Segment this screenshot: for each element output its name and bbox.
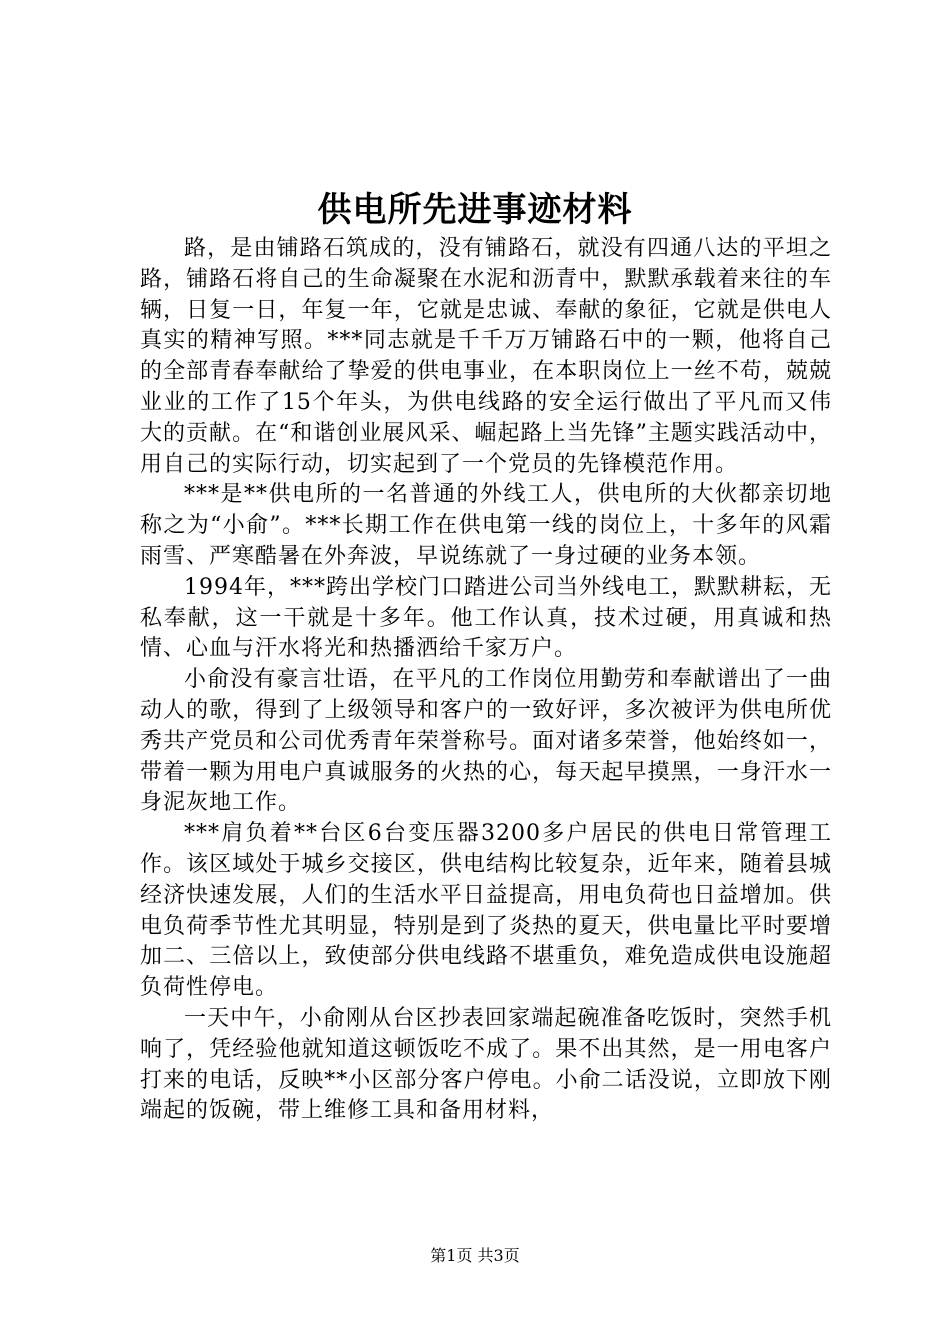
paragraph-5: ***肩负着**台区6台变压器3200多户居民的供电日常管理工作。该区域处于城乡交接区，供电结构比较复杂，近年来，随着县城经济快速发展，人们的生活水平日益提高，用电负荷也日益增加。供电负荷季节性尤其明显，特别是到了炎热的夏天，供电量比平时要增加二、三倍以上，致使部分供电线路不堪重负，难免造成供电设施超负荷性停电。 [140,821,832,1001]
paragraph-3: 1994年，***跨出学校门口踏进公司当外线电工，默默耕耘，无私奉献，这一干就是十多年。他工作认真，技术过硬，用真诚和热情、心血与汗水将光和热播洒给千家万户。 [140,574,832,662]
paragraph-6: 一天中午，小俞刚从台区抄表回家端起碗准备吃饭时，突然手机响了，凭经验他就知道这顿饭吃不成了。果不出其然，是一用电客户打来的电话，反映**小区部分客户停电。小俞二话没说，立即放下刚端起的饭碗，带上维修工具和备用材料， [140,1005,832,1124]
document-body [140,234,832,1127]
page-footer: 第1页 共3页 [430,1246,520,1265]
paragraph-2: ***是**供电所的一名普通的外线工人，供电所的大伙都亲切地称之为“小俞”。***长期工作在供电第一线的岗位上，十多年的风霜雨雪、严寒酷暑在外奔波，早说练就了一身过硬的业务本领。 [140,482,832,569]
paragraph-1: 路，是由铺路石筑成的，没有铺路石，就没有四通八达的平坦之路，铺路石将自己的生命凝聚在水泥和沥青中，默默承载着来往的车辆，日复一日，年复一年，它就是忠诚、奉献的象征，它就是供电人真实的精神写照。***同志就是千千万万铺路石中的一颗，他将自己的全部青春奉献给了挚爱的供电事业，在本职岗位上一丝不苟，兢兢业业的工作了15个年头，为供电线路的安全运行做出了平凡而又伟大的贡献。在“和谐创业展风采、崛起路上当先锋”主题实践活动中，用自己的实际行动，切实起到了一个党员的先锋模范作用。 [140,236,832,477]
document-title: 供电所先进事迹材料 [317,190,633,230]
paragraph-4: 小俞没有豪言壮语，在平凡的工作岗位用勤劳和奉献谱出了一曲动人的歌，得到了上级领导和客户的一致好评，多次被评为供电所优秀共产党员和公司优秀青年荣誉称号。面对诸多荣誉，他始终如一，带着一颗为用电户真诚服务的火热的心，每天起早摸黑，一身汗水一身泥灰地工作。 [140,667,832,816]
